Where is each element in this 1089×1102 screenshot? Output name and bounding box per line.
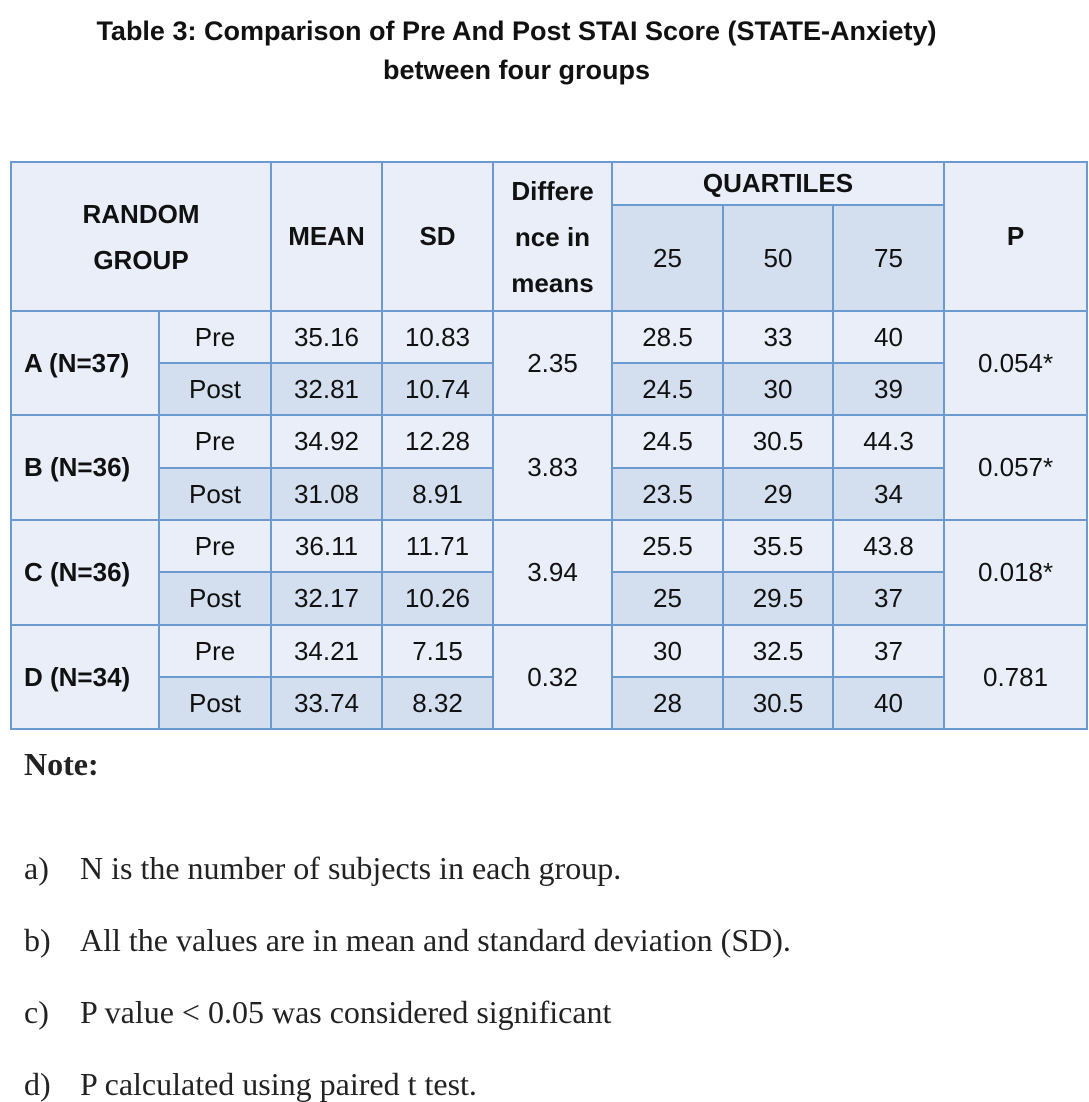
mean-cell: 32.81 [271,363,382,415]
sd-cell: 10.74 [382,363,493,415]
note-text: P calculated using paired t test. [80,1066,477,1102]
note-text: All the values are in mean and standard deviation (SD). [80,922,791,958]
sd-cell: 8.91 [382,468,493,520]
phase-cell: Pre [159,625,271,677]
header-difference-in-means: Differe nce in means [493,162,612,311]
q25-cell: 25 [612,572,723,625]
q50-cell: 30.5 [723,415,833,468]
sd-cell: 10.83 [382,311,493,363]
table-row [11,415,1087,468]
diff-cell: 0.32 [493,625,612,729]
diff-cell: 3.83 [493,415,612,520]
group-label: A (N=37) [11,311,159,415]
phase-cell: Post [159,468,271,520]
note-text: N is the number of subjects in each group. [80,850,622,886]
header-q50: 50 [723,205,833,311]
mean-cell: 34.21 [271,625,382,677]
header-q25: 25 [612,205,723,311]
q50-cell: 29.5 [723,572,833,625]
mean-cell: 33.74 [271,677,382,729]
q75-cell: 34 [833,468,944,520]
q75-cell: 37 [833,572,944,625]
p-cell: 0.018* [944,520,1087,625]
sd-cell: 10.26 [382,572,493,625]
q50-cell: 33 [723,311,833,363]
header-row-1 [11,162,1087,205]
q25-cell: 24.5 [612,363,723,415]
group-label: B (N=36) [11,415,159,520]
phase-cell: Post [159,363,271,415]
q75-cell: 44.3 [833,415,944,468]
header-mean: MEAN [271,162,382,311]
q75-cell: 40 [833,677,944,729]
p-cell: 0.781 [944,625,1087,729]
q25-cell: 23.5 [612,468,723,520]
note-letter: b) [24,922,51,958]
phase-cell: Post [159,572,271,625]
mean-cell: 32.17 [271,572,382,625]
mean-cell: 36.11 [271,520,382,572]
note-letter: c) [24,994,49,1030]
header-sd: SD [382,162,493,311]
mean-cell: 31.08 [271,468,382,520]
sd-cell: 7.15 [382,625,493,677]
note-letter: a) [24,850,49,886]
group-label: D (N=34) [11,625,159,729]
title-line-2: between four groups [382,55,650,85]
stai-table [10,161,1088,730]
mean-cell: 34.92 [271,415,382,468]
table-row [11,311,1087,363]
q25-cell: 28 [612,677,723,729]
table-row [11,520,1087,572]
q50-cell: 35.5 [723,520,833,572]
q25-cell: 25.5 [612,520,723,572]
note-item [24,994,1024,1030]
phase-cell: Pre [159,520,271,572]
p-cell: 0.054* [944,311,1087,415]
sd-cell: 12.28 [382,415,493,468]
note-item [24,922,1024,958]
phase-cell: Pre [159,415,271,468]
q50-cell: 30 [723,363,833,415]
header-q75: 75 [833,205,944,311]
notes-heading: Note: [24,746,99,782]
q25-cell: 30 [612,625,723,677]
q75-cell: 40 [833,311,944,363]
header-p: P [944,162,1087,311]
q25-cell: 28.5 [612,311,723,363]
phase-cell: Post [159,677,271,729]
p-cell: 0.057* [944,415,1087,520]
group-label: C (N=36) [11,520,159,625]
q75-cell: 43.8 [833,520,944,572]
sd-cell: 11.71 [382,520,493,572]
mean-cell: 35.16 [271,311,382,363]
header-random-group: RANDOM GROUP [11,162,271,311]
q50-cell: 29 [723,468,833,520]
q50-cell: 30.5 [723,677,833,729]
header-quartiles: QUARTILES [612,162,944,205]
title-line-1: Table 3: Comparison of Pre And Post STAI Score (STATE-Anxiety) [96,16,937,46]
q75-cell: 39 [833,363,944,415]
note-item [24,850,1024,886]
sd-cell: 8.32 [382,677,493,729]
table-row [11,625,1087,677]
table-title [0,12,1033,90]
diff-cell: 2.35 [493,311,612,415]
q25-cell: 24.5 [612,415,723,468]
note-item [24,1066,1024,1102]
q75-cell: 37 [833,625,944,677]
note-text: P value < 0.05 was considered significant [80,994,612,1030]
phase-cell: Pre [159,311,271,363]
diff-cell: 3.94 [493,520,612,625]
q50-cell: 32.5 [723,625,833,677]
note-letter: d) [24,1066,51,1102]
notes-section [24,742,1024,1102]
